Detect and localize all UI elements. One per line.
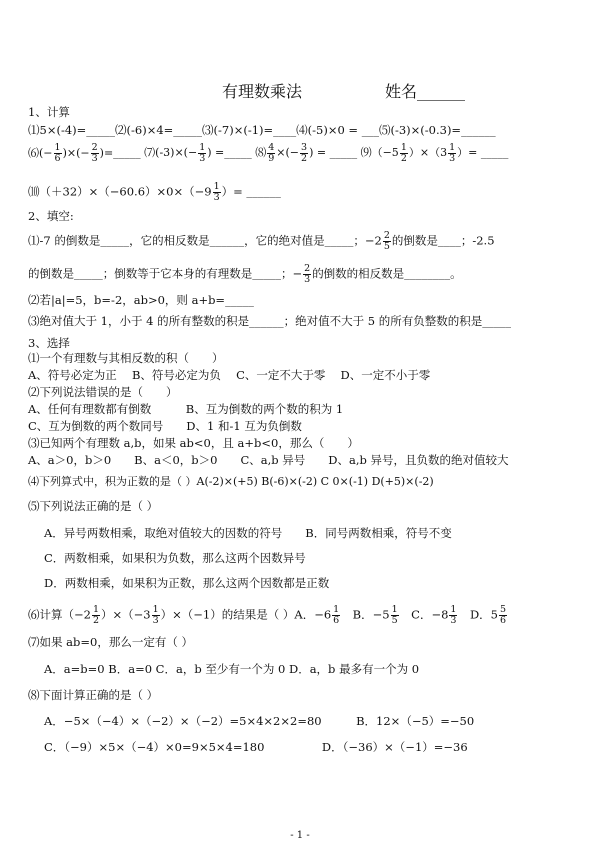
q7: ⑺(-3)×(− $\frac{1}{3}$ ) =_____ (144, 142, 252, 164)
page-title: 有理数乘法 (222, 82, 303, 101)
fill-q2: ⑵若|a|=5，b=-2，ab>0，则 a+b=_____ (28, 293, 254, 307)
fill-q1-line-a: ⑴-7 的倒数是_____，它的相反数是______，它的绝对值是_____；−2 $\frac{2}{5}$ 的倒数是____；-2.5 (28, 230, 495, 252)
choice-q3-options: A、a＞0，b＞0 B、a＜0，b＞0 C、a,b 异号 D、a,b 异号，且负数的绝对值较大 (28, 453, 509, 467)
choice-q5-option-ab: A．异号两数相乘，取绝对值较大的因数的符号 B．同号两数相乘，符号不变 (44, 526, 452, 540)
choice-q8-option-cd: C．（−9）×5×（−4）×0=9×5×4=180 D．（−36）×（−1）=−36 (44, 740, 468, 754)
calc-line-1: ⑴5×(-4)=_____⑵(-6)×4=_____⑶(-7)×(-1)=____⑷(-5)×0 = ___⑸(-3)×(-0.3)=______ (28, 123, 496, 137)
choice-q5: ⑸下列说法正确的是（ ） (28, 499, 159, 513)
q6-sign-1: (− (39, 146, 53, 160)
choice-q5-option-c: C．两数相乘，如果积为负数，那么这两个因数异号 (44, 551, 306, 565)
fraction: $\frac{1}{6}$ (54, 142, 61, 164)
choice-q5-option-d: D．两数相乘，如果积为正数，那么这两个因数都是正数 (44, 576, 330, 590)
choice-q4: ⑷下列算式中，积为正数的是（ ）A(-2)×(+5) B(-6)×(-2) C 0×(-1) D(+5)×(-2) (28, 475, 434, 488)
fill-q3: ⑶绝对值大于 1，小于 4 的所有整数的积是______；绝对值不大于 5 的所有负整数的积是_____ (28, 314, 511, 328)
q6-label: ⑹ (28, 146, 39, 160)
choice-q6: ⑹计算（−2 $\frac{1}{2}$ ）×（−3 $\frac{1}{3}$ ）×（−1）的结果是（ ）A．−6 $\frac{1}{6}$ B．−5 $\frac{1}{5}$ C．−8 $\frac{1}{3}$ D．5 $\frac{5}{6}$ (28, 604, 507, 626)
name-field-label: 姓名______ (385, 82, 466, 101)
calc-line-3: ⑽（＋32）×（−60.6）×0×（−9 $\frac{1}{3}$ ）= ______ (28, 181, 281, 203)
choice-q7: ⑺如果 ab=0，那么一定有（ ） (28, 635, 193, 649)
choice-q2: ⑵下列说法错误的是（ ） (28, 385, 178, 399)
choice-q8-option-ab: A．−5×（−4）×（−2）×（−2）=5×4×2×2=80 B．12×（−5）=−50 (44, 714, 475, 728)
calc-line-2: ⑹(− $\frac{1}{6}$ )×(− $\frac{2}{3}$ )=_____ ⑺(-3)×(− $\frac{1}{3}$ ) =_____ ⑻ $\frac{4}{9}$ ×(− $\frac{3}{2}$ ) = _____ ⑼（−5 $\frac{1}{2}$ ）×（3 $\frac{1}{3}$ ）= _____ (28, 142, 509, 164)
choice-q7-options: A．a=b=0 B．a=0 C．a，b 至少有一个为 0 D．a，b 最多有一个为 0 (44, 662, 420, 676)
section-2-heading: 2、填空: (28, 209, 74, 223)
fill-q1-line-b: 的倒数是_____；倒数等于它本身的有理数是_____；− $\frac{2}{3}$ 的倒数的相反数是________。 (28, 263, 462, 285)
page-number: - 1 - (290, 830, 310, 841)
q9: ⑼（−5 $\frac{1}{2}$ ）×（3 $\frac{1}{3}$ ）= _____ (360, 142, 509, 164)
choice-q1-options: A、符号必定为正 B、符号必定为负 C、一定不大于零 D、一定不小于零 (28, 368, 431, 382)
choice-q3: ⑶已知两个有理数 a,b，如果 ab<0，且 a+b<0，那么（ ） (28, 436, 359, 450)
choice-q2-options-ab: A、任何有理数都有倒数 B、互为倒数的两个数的积为 1 (28, 402, 344, 416)
choice-q2-options-cd: C、互为倒数的两个数同号 D、1 和-1 互为负倒数 (28, 419, 302, 433)
section-3-heading: 3、选择 (28, 336, 70, 350)
choice-q8: ⑻下面计算正确的是（ ） (28, 688, 159, 702)
choice-q1: ⑴一个有理数与其相反数的积（ ） (28, 351, 224, 365)
q8: ⑻ $\frac{4}{9}$ ×(− $\frac{3}{2}$ ) = _____ (255, 142, 358, 164)
section-1-heading: 1、计算 (28, 105, 70, 119)
fraction: $\frac{2}{3}$ (91, 142, 98, 164)
